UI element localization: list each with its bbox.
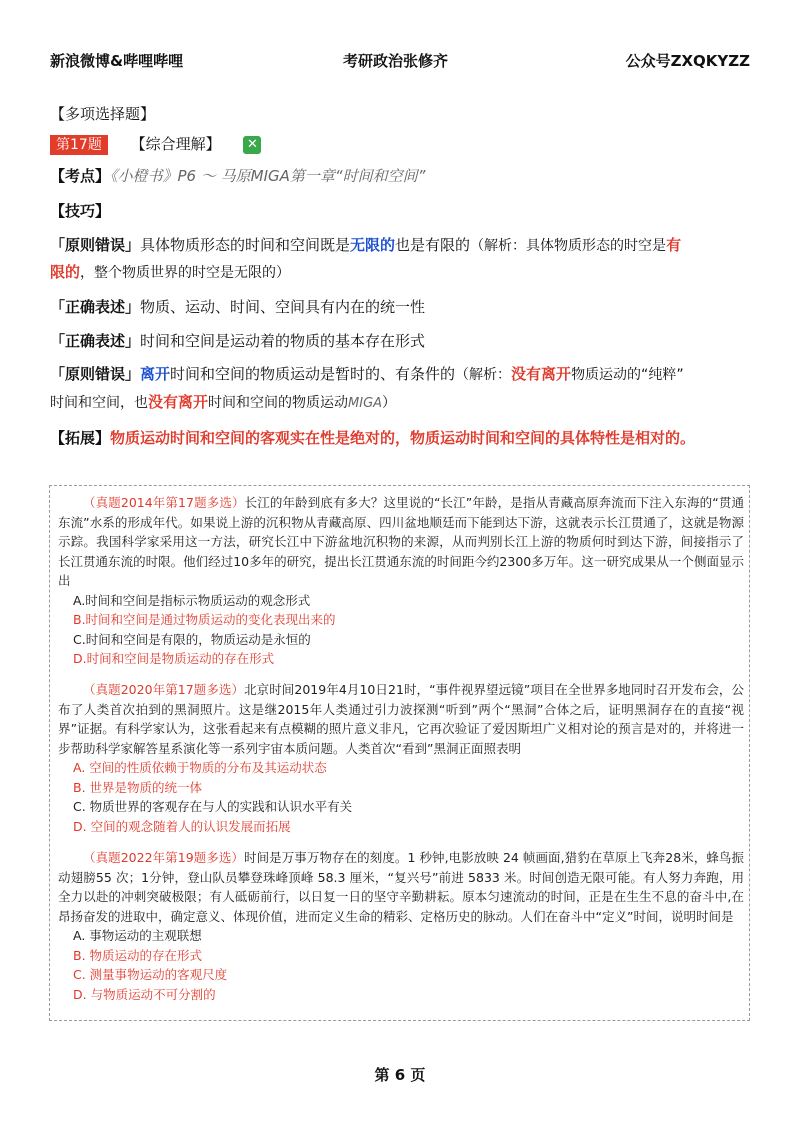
question-3-option-b: B. 物质运动的存在形式 <box>73 947 203 963</box>
point-4-label: 「原则错误」 <box>50 365 141 383</box>
question-3-option-c: C. 测量事物运动的客观尺度 <box>73 967 228 982</box>
question-3-stem: 时间是万事万物存在的刻度。1 秒钟,电影放映 24 帧画面,猎豹在草原上飞奔28米，蜂鸟振动翅膀55 次；1分钟，登山队员攀登珠峰顶峰 58.3 厘米，“复兴号”前进 5833 米。时间创造无限可能。有人努力奔跑，用全力以赴的冲刺突破极限；有人砥砺前行，以日复一日的坚守辛勤耕耘。原本匀速流动的时间，正是在生生不息的奋斗中,在昂扬奋发的进取中，确定意义、体现价值，进而定义生命的精彩、定格历史的脉动。人们在奋斗中“定义”时间，说明时间是 <box>58 850 745 924</box>
point-1-label: 「原则错误」 <box>50 236 141 254</box>
point-4-text: 时间和空间的物质运动是暂时的、有条件的 <box>170 365 456 383</box>
point-4-note-4: 时间和空间的物质运动 <box>208 395 349 411</box>
page-number: 第 6 页 <box>374 1066 426 1084</box>
point-4-note-highlight: 没有离开 <box>511 365 572 383</box>
point-1-line-1 <box>50 235 681 256</box>
question-3-source: （真题2022年第19题多选） <box>83 850 245 865</box>
question-number-tag: 第17题 <box>50 135 108 155</box>
point-1-line-2 <box>50 262 290 283</box>
exam-question-2 <box>58 680 744 836</box>
point-4-note-highlight-2: 没有离开 <box>148 393 209 411</box>
point-2-text: 物质、运动、时间、空间具有内在的统一性 <box>140 298 426 316</box>
point-4-note-6: ） <box>382 395 397 411</box>
header-center: 考研政治张修齐 <box>343 52 449 70</box>
section-type: 【多项选择题】 <box>50 105 156 123</box>
question-3-option-a: A. 事物运动的主观联想 <box>73 928 202 943</box>
point-1-note-2: ，整个物质世界的时空是无限的） <box>80 265 291 281</box>
question-category: 【综合理解】 <box>130 135 221 153</box>
point-1-note-highlight-2: 限的 <box>50 263 81 281</box>
question-2-option-a: A. 空间的性质依赖于物质的分布及其运动状态 <box>73 760 327 775</box>
point-1-note-highlight: 有 <box>666 236 682 254</box>
point-4-note-3: 时间和空间，也 <box>50 395 148 411</box>
tuozhan-label: 【拓展】 <box>50 429 111 447</box>
question-1-stem: 长江的年龄到底有多大？这里说的“长江”年龄，是指从青藏高原奔流而下注入东海的“贯通东流”水系的形成年代。如果说上游的沉积物从青藏高原、四川盆地顺廷而下能到达下游，这就表示长江贯通了，这就是物源示踪。我国科学家采用这一方法，研究长江中下游盆地沉积物的来源，从而判别长江上游的物质何时到达下游，间接指示了长江贯通东流的时限。他们经过10多年的研究，提出长江贯通东流的时间距今约2300多万年。这一研究成果从一个侧面显示出 <box>58 495 744 588</box>
point-1-note: （解析：具体物质形态的时空是 <box>470 238 667 254</box>
point-4-note-2: 物质运动的“纯粹” <box>571 367 684 383</box>
point-1-text-2: 也是有限的 <box>395 236 471 254</box>
question-2-option-b: B. 世界是物质的统一体 <box>73 779 203 795</box>
exam-question-1 <box>58 493 744 669</box>
point-4-note: （解析： <box>455 367 512 383</box>
question-2-stem: 北京时间2019年4月10日21时，“事件视界望远镜”项目在全世界多地同时召开发布会，公布了人类首次拍到的黑洞照片。这是继2015年人类通过引力波探测“听到”两个“黑洞”合体之后，证明黑洞存在的直接“视界”证据。有科学家认为，这张看起来有点模糊的照片意义非凡，它再次验证了爱因斯坦广义相对论的预言是对的，并将进一步帮助科学家解答星系演化等一系列宇宙本质问题。人类首次“看到”黑洞正面照表明 <box>58 682 744 756</box>
question-1-option-a: A.时间和空间是指标示物质运动的观念形式 <box>73 592 311 608</box>
point-1-text: 具体物质形态的时间和空间既是 <box>140 236 351 254</box>
question-1-source: （真题2014年第17题多选） <box>83 495 245 510</box>
point-1-highlight: 无限的 <box>350 236 396 254</box>
question-2-option-d: D. 空间的观念随着人的认识发展而拓展 <box>73 818 291 834</box>
tuozhan-text: 物质运动时间和空间的客观实在性是绝对的，物质运动时间和空间的具体特性是相对的。 <box>110 429 696 447</box>
tuozhan-row <box>50 428 695 448</box>
kaodian-label: 【考点】 <box>50 167 111 185</box>
point-2-label: 「正确表述」 <box>50 298 141 316</box>
question-2-option-c: C. 物质世界的客观存在与人的实践和认识水平有关 <box>73 799 353 814</box>
question-3-option-d: D. 与物质运动不可分割的 <box>73 986 216 1002</box>
question-1-option-b: B.时间和空间是通过物质运动的变化表现出来的 <box>73 612 336 627</box>
wrong-mark-icon: ✕ <box>243 136 261 154</box>
header-left: 新浪微博&哔哩哔哩 <box>50 52 184 70</box>
point-3-text: 时间和空间是运动着的物质的基本存在形式 <box>140 332 426 350</box>
question-1-option-d: D.时间和空间是物质运动的存在形式 <box>73 651 275 666</box>
jiqiao-label: 【技巧】 <box>50 202 111 220</box>
exam-question-3 <box>58 848 744 1004</box>
point-4-highlight: 离开 <box>140 365 171 383</box>
point-4-note-5: MIGA <box>348 396 383 411</box>
header-right: 公众号ZXQKYZZ <box>625 52 750 70</box>
point-2 <box>50 297 425 317</box>
question-1-option-c: C.时间和空间是有限的，物质运动是永恒的 <box>73 631 311 647</box>
point-3 <box>50 331 425 351</box>
kaodian-text: 《小橙书》P6 ～ 马原MIGA第一章“时间和空间” <box>110 167 426 185</box>
question-2-source: （真题2020年第17题多选） <box>83 682 245 697</box>
kaodian-row <box>50 166 425 186</box>
point-4-line-1 <box>50 364 684 385</box>
point-4-line-2 <box>50 392 396 414</box>
point-3-label: 「正确表述」 <box>50 332 141 350</box>
question-title-row <box>50 134 261 155</box>
